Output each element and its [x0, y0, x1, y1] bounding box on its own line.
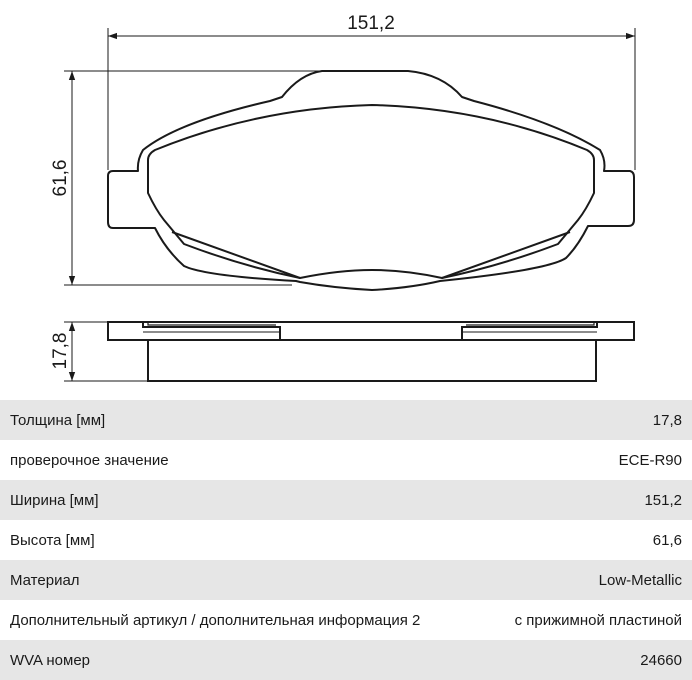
height-dimension-label: 61,6 — [50, 159, 71, 197]
spec-label: Высота [мм] — [10, 531, 95, 549]
spec-row-width — [0, 480, 692, 520]
spec-row-material — [0, 560, 692, 600]
spec-value: ECE-R90 — [618, 451, 682, 469]
spec-label: проверочное значение — [10, 451, 169, 469]
width-dimension — [108, 13, 635, 170]
height-dimension — [50, 71, 330, 285]
spec-value: с прижимной пластиной — [514, 611, 682, 629]
spec-row-thickness — [0, 400, 692, 440]
spec-value: 61,6 — [652, 531, 682, 549]
spec-table — [0, 400, 692, 680]
spec-label: WVA номер — [10, 651, 91, 669]
spec-label: Материал — [10, 571, 80, 589]
spec-label: Дополнительный артикул / дополнительная информация 2 — [10, 611, 421, 629]
thickness-dimension — [50, 322, 148, 381]
spec-row-wva-number — [0, 640, 692, 680]
spec-value: 24660 — [640, 651, 682, 669]
spec-row-height — [0, 520, 692, 560]
spec-label: Толщина [мм] — [10, 411, 106, 429]
spec-value: Low-Metallic — [598, 571, 682, 589]
thickness-dimension-label: 17,8 — [50, 332, 71, 370]
spec-value: 151,2 — [644, 491, 682, 509]
pad-front-view — [108, 71, 634, 290]
width-dimension-label: 151,2 — [347, 13, 395, 34]
spec-row-additional-info — [0, 600, 692, 640]
pad-side-view — [108, 322, 634, 381]
spec-label: Ширина [мм] — [10, 491, 99, 509]
spec-value: 17,8 — [652, 411, 682, 429]
spec-row-test-mark — [0, 440, 692, 480]
